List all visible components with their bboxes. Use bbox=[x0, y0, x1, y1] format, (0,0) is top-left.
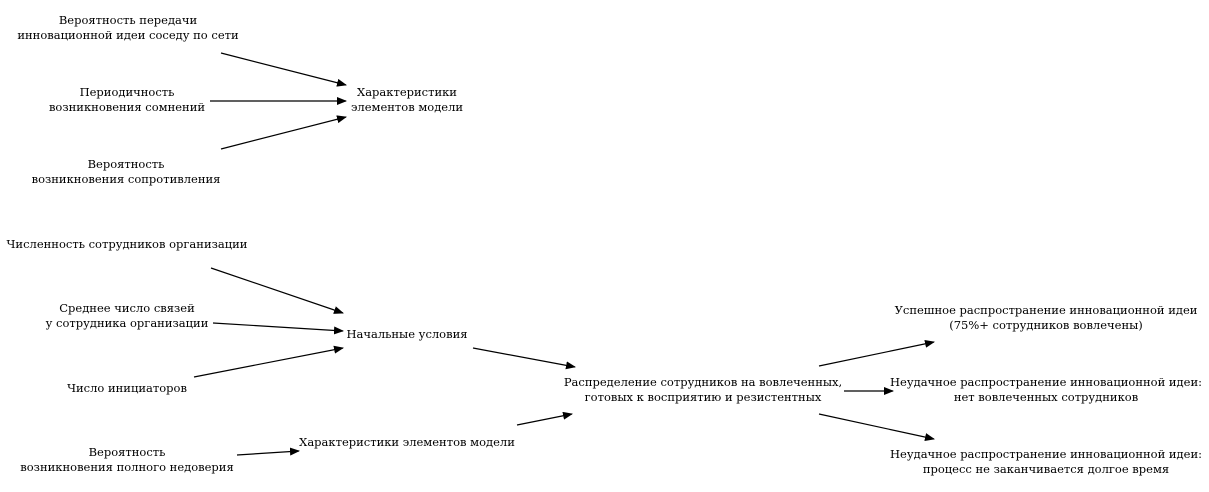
arrow-initial-to-distribution bbox=[473, 348, 575, 367]
bottom-input-distrust-probability: Вероятность возникновения полного недоверия bbox=[20, 445, 234, 474]
outcome-failure-long-process: Неудачное распространение инновационной идеи: процесс не заканчивается долгое время bbox=[890, 447, 1202, 476]
top-input-transfer-probability: Вероятность передачи инновационной идеи соседу по сети bbox=[17, 13, 239, 42]
arrow-bottom-2 bbox=[213, 323, 343, 331]
arrow-bottom-1 bbox=[211, 268, 343, 313]
node-initial-conditions: Начальные условия bbox=[346, 327, 468, 341]
node-model-characteristics: Характеристики элементов модели bbox=[299, 435, 515, 449]
arrow-top-1 bbox=[221, 53, 346, 85]
top-target-model-characteristics: Характеристики элементов модели bbox=[350, 85, 464, 114]
arrow-top-3 bbox=[221, 117, 346, 149]
outcome-success: Успешное распространение инновационной идеи (75%+ сотрудников вовлечены) bbox=[894, 303, 1198, 332]
arrow-characteristics-to-distribution bbox=[517, 414, 572, 425]
bottom-input-employee-count: Численность сотрудников организации bbox=[6, 237, 248, 251]
arrow-bottom-3 bbox=[194, 348, 343, 377]
node-employee-distribution: Распределение сотрудников на вовлеченных, готовых к восприятию и резистентных bbox=[563, 375, 843, 404]
outcome-failure-no-engaged: Неудачное распространение инновационной идеи: нет вовлеченных сотрудников bbox=[890, 375, 1202, 404]
top-input-resistance-probability: Вероятность возникновения сопротивления bbox=[31, 157, 221, 186]
bottom-input-initiators: Число инициаторов bbox=[67, 381, 187, 395]
top-input-doubt-periodicity: Периодичность возникновения сомнений bbox=[48, 85, 206, 114]
arrow-to-outcome-3 bbox=[819, 414, 934, 439]
arrow-bottom-4 bbox=[237, 451, 299, 455]
arrow-to-outcome-1 bbox=[819, 342, 934, 366]
bottom-input-average-connections: Среднее число связей у сотрудника организации bbox=[45, 301, 209, 330]
